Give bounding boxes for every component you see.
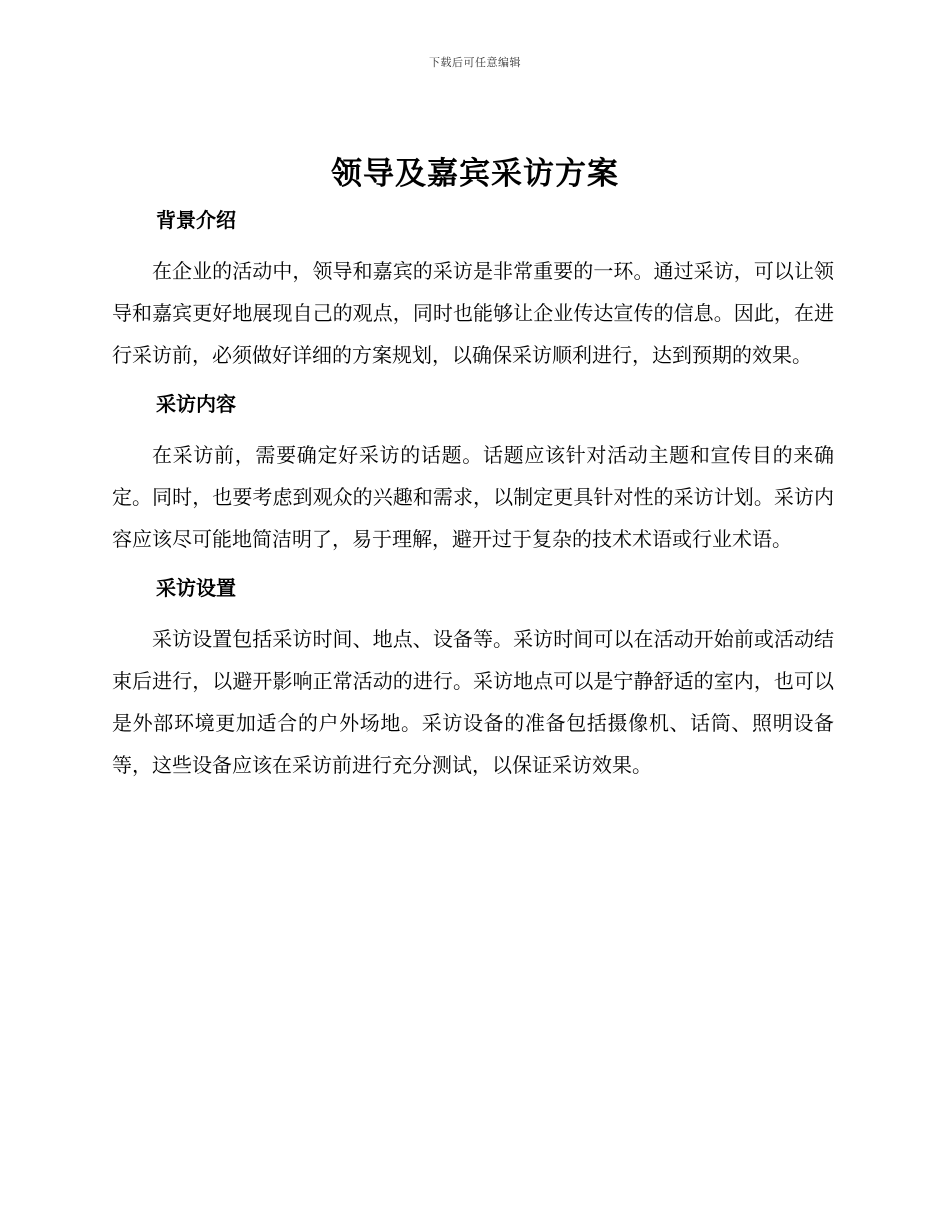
section-heading: 采访内容 (156, 392, 236, 416)
page-header-note: 下载后可任意编辑 (429, 56, 521, 69)
document-content (112, 200, 834, 794)
document-title: 领导及嘉宾采访方案 (331, 156, 619, 192)
section-background (112, 200, 834, 376)
section-heading: 采访设置 (156, 576, 236, 600)
section-interview-content (112, 384, 834, 560)
section-interview-setup (112, 568, 834, 786)
section-paragraph: 采访设置包括采访时间、地点、设备等。采访时间可以在活动开始前或活动结束后进行，以避开影响正常活动的进行。采访地点可以是宁静舒适的室内，也可以是外部环境更加适合的户外场地。采访设备的准备包括摄像机、话筒、照明设备等，这些设备应该在采访前进行充分测试，以保证采访效果。 (112, 627, 834, 777)
section-heading: 背景介绍 (156, 208, 236, 232)
section-paragraph: 在企业的活动中，领导和嘉宾的采访是非常重要的一环。通过采访，可以让领导和嘉宾更好地展现自己的观点，同时也能够让企业传达宣传的信息。因此，在进行采访前，必须做好详细的方案规划，以确保采访顺利进行，达到预期的效果。 (112, 259, 834, 367)
section-paragraph: 在采访前，需要确定好采访的话题。话题应该针对活动主题和宣传目的来确定。同时，也要考虑到观众的兴趣和需求，以制定更具针对性的采访计划。采访内容应该尽可能地简洁明了，易于理解，避开过于复杂的技术术语或行业术语。 (112, 443, 834, 551)
